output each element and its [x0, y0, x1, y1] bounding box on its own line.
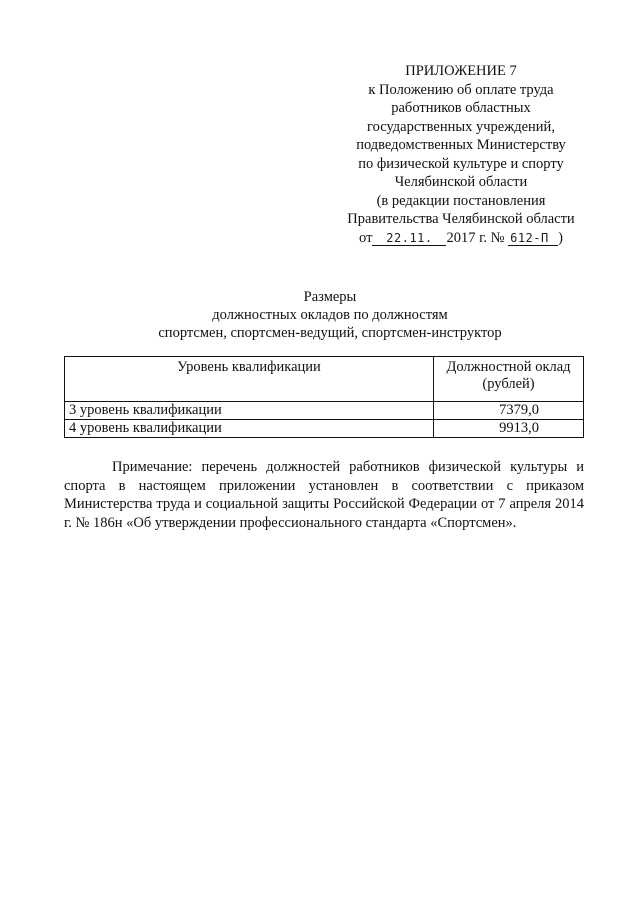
appendix-block [330, 62, 592, 247]
document-heading [60, 288, 600, 342]
appendix-line-2: работников областных [391, 100, 531, 116]
appendix-title: ПРИЛОЖЕНИЕ 7 [405, 63, 517, 79]
appendix-line-3: государственных учреждений, [367, 118, 555, 135]
table-header-row [65, 357, 584, 402]
header-qualification-level: Уровень квалификации [65, 357, 434, 402]
resolution-date-handwritten: 22.11. [386, 230, 433, 245]
appendix-line-4: подведомственных Министерству [356, 137, 566, 153]
salary-table [64, 356, 584, 438]
appendix-line-5: по физической культуре и спорту [358, 155, 564, 172]
resolution-date-line [330, 229, 592, 248]
resolution-date-field [372, 231, 446, 246]
qualification-level-cell: 3 уровень квалификации [65, 402, 434, 420]
header-salary-line-2: (рублей) [482, 376, 535, 392]
salary-cell: 9913,0 [434, 420, 584, 438]
date-prefix: от [359, 229, 373, 246]
table-row [65, 420, 584, 438]
appendix-line-6: Челябинской области [394, 174, 528, 190]
table-row [65, 402, 584, 420]
year-text: 2017 г. № [446, 229, 505, 246]
heading-line-1: Размеры [303, 289, 357, 305]
salary-cell: 7379,0 [434, 402, 584, 420]
heading-line-3: спортсмен, спортсмен-ведущий, спортсмен-инструктор [158, 325, 502, 341]
heading-line-2: должностных окладов по должностям [212, 307, 448, 323]
header-salary-line-1: Должностной оклад [446, 359, 571, 375]
note-paragraph: Примечание: перечень должностей работников физической культуры и спорта в настоящем приложении установлен в соответствии с приказом Министерства труда и социальной защиты Российской Федерации от 7 апреля 2014 г. № 186н «Об утверждении профессионального стандарта «Спортсмен». [64, 459, 584, 531]
appendix-line-8: Правительства Челябинской области [347, 211, 575, 227]
header-salary [434, 357, 584, 402]
closing-paren: ) [558, 229, 563, 246]
appendix-line-7: (в редакции постановления [376, 192, 546, 209]
resolution-number-field [508, 231, 558, 246]
resolution-number-handwritten: 612-П [510, 230, 549, 245]
qualification-level-cell: 4 уровень квалификации [65, 420, 434, 438]
appendix-line-1: к Положению об оплате труда [368, 81, 554, 98]
